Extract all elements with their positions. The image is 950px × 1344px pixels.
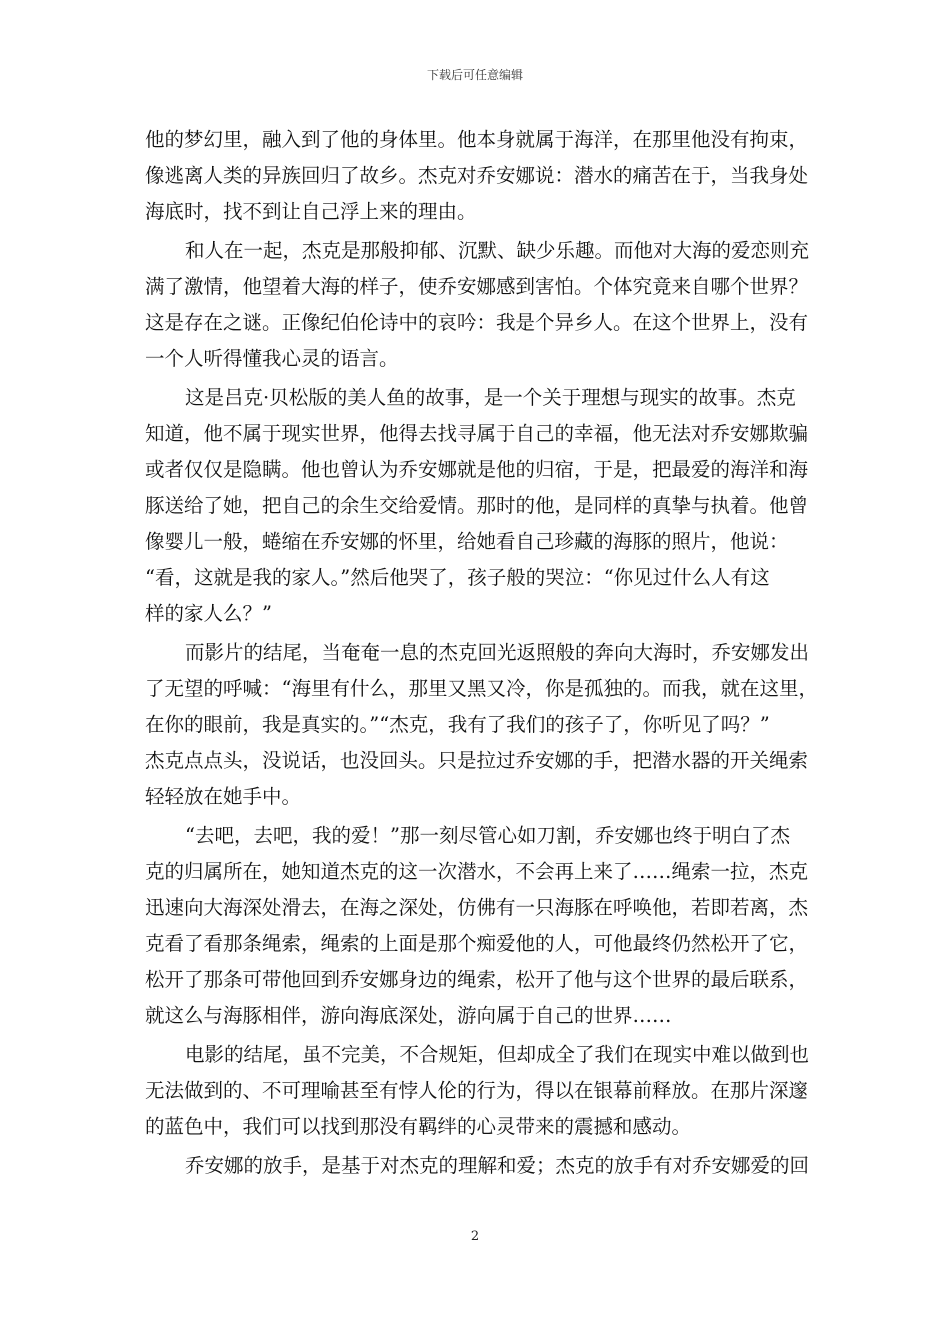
text-line: “去吧，去吧，我的爱！”那一刻尽管心如刀割，乔安娜也终于明白了杰 <box>185 824 790 847</box>
text-line: 样的家人么？” <box>145 602 272 625</box>
paragraph <box>145 233 810 377</box>
text-line: 他的梦幻里，融入到了他的身体里。他本身就属于海洋，在那里他没有拘束， <box>145 128 809 151</box>
body-text <box>145 122 818 1187</box>
text-line: 的蓝色中，我们可以找到那没有羁绊的心灵带来的震撼和感动。 <box>145 1115 692 1138</box>
text-line: 迅速向大海深处滑去，在海之深处，仿佛有一只海豚在呼唤他，若即若离，杰 <box>145 896 809 919</box>
paragraph <box>145 1037 810 1145</box>
text-line: 乔安娜的放手，是基于对杰克的理解和爱；杰克的放手有对乔安娜爱的回 <box>185 1154 810 1177</box>
text-line: 电影的结尾，虽不完美，不合规矩，但却成全了我们在现实中难以做到也 <box>185 1043 810 1066</box>
paragraph <box>145 122 810 230</box>
text-line: 满了激情，他望着大海的样子，使乔安娜感到害怕。个体究竟来自哪个世界？ <box>145 275 809 298</box>
text-line: 像逃离人类的异族回归了故乡。杰克对乔安娜说：潜水的痛苦在于，当我身处 <box>145 164 809 187</box>
text-line: 松开了那条可带他回到乔安娜身边的绳索，松开了他与这个世界的最后联系， <box>145 968 809 991</box>
text-line: 克的归属所在，她知道杰克的这一次潜水，不会再上来了……绳索一拉，杰克 <box>145 860 809 883</box>
text-line: 这是存在之谜。正像纪伯伦诗中的哀吟：我是个异乡人。在这个世界上，没有 <box>145 311 809 334</box>
paragraph <box>145 635 818 815</box>
text-line: 无法做到的、不可理喻甚至有悖人伦的行为，得以在银幕前释放。在那片深邃 <box>145 1079 809 1102</box>
paragraph <box>145 380 810 632</box>
text-line: 豚送给了她，把自己的余生交给爱情。那时的他，是同样的真挚与执着。他曾 <box>145 494 809 517</box>
text-line: 而影片的结尾，当奄奄一息的杰克回光返照般的奔向大海时，乔安娜发出 <box>185 641 810 664</box>
paragraph <box>145 818 810 1034</box>
text-line: 一个人听得懂我心灵的语言。 <box>145 347 399 370</box>
text-line: 轻轻放在她手中。 <box>145 785 302 808</box>
text-line: 海底时，找不到让自己浮上来的理由。 <box>145 200 477 223</box>
text-line: 在你的眼前，我是真实的。”“杰克，我有了我们的孩子了，你听见了吗？” <box>145 713 770 736</box>
text-line: 了无望的呼喊：“海里有什么，那里又黑又冷，你是孤独的。而我，就在这里， <box>145 677 818 700</box>
page-header: 下载后可任意编辑 <box>426 68 523 82</box>
text-line: “看，这就是我的家人。”然后他哭了，孩子般的哭泣：“你见过什么人有这 <box>145 566 770 589</box>
text-line: 知道，他不属于现实世界，他得去找寻属于自己的幸福，他无法对乔安娜欺骗 <box>145 422 809 445</box>
text-line: 和人在一起，杰克是那般抑郁、沉默、缺少乐趣。而他对大海的爱恋则充 <box>185 239 810 262</box>
text-line: 克看了看那条绳索，绳索的上面是那个痴爱他的人，可他最终仍然松开了它， <box>145 932 809 955</box>
paragraph <box>145 1148 810 1184</box>
text-line: 这是吕克·贝松版的美人鱼的故事，是一个关于理想与现实的故事。杰克 <box>185 386 796 409</box>
page-number: 2 <box>470 1229 480 1244</box>
text-line: 就这么与海豚相伴，游向海底深处，游向属于自己的世界…… <box>145 1004 672 1027</box>
text-line: 杰克点点头，没说话，也没回头。只是拉过乔安娜的手，把潜水器的开关绳索 <box>145 749 809 772</box>
text-line: 或者仅仅是隐瞒。他也曾认为乔安娜就是他的归宿，于是，把最爱的海洋和海 <box>145 458 809 481</box>
text-line: 像婴儿一般，蜷缩在乔安娜的怀里，给她看自己珍藏的海豚的照片，他说： <box>145 530 789 553</box>
